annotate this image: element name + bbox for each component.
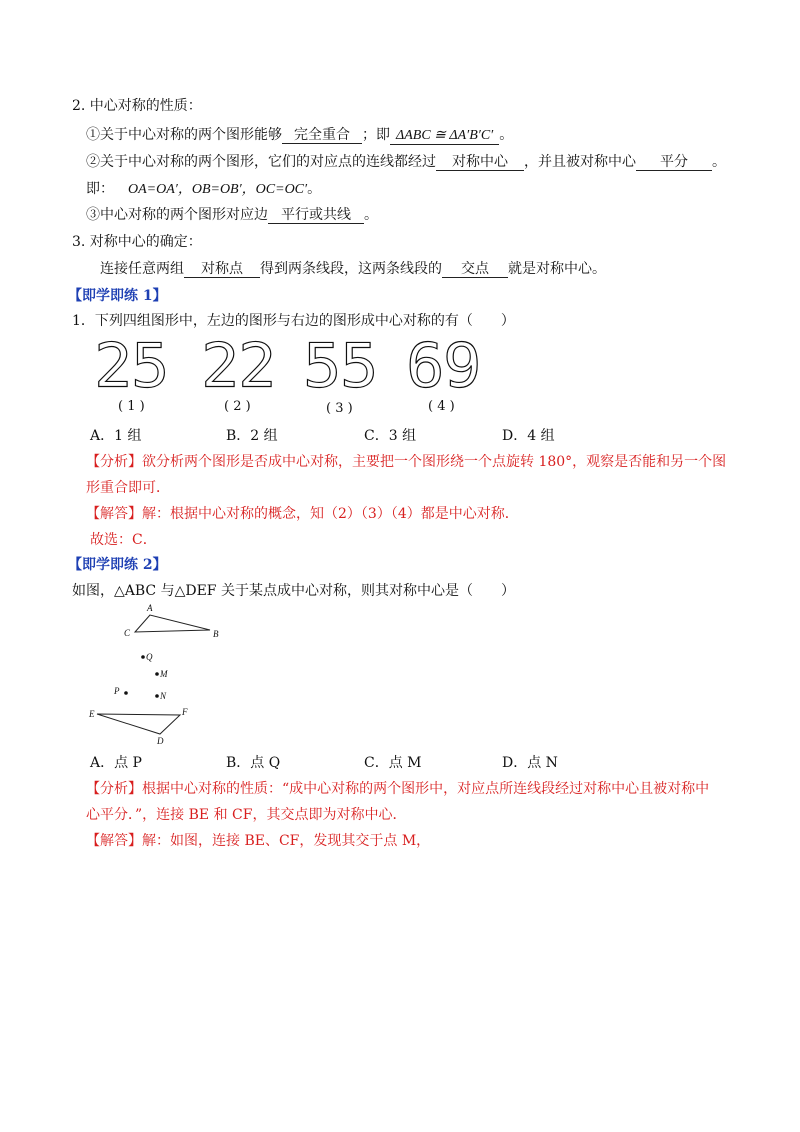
digit-glyph: 6	[406, 334, 445, 401]
exercise-1-question: 1．下列四组图形中，左边的图形与右边的图形成中心对称的有（ ）	[72, 313, 515, 329]
digit-glyph: 2	[201, 334, 240, 401]
property-1-mid: ；即	[362, 127, 390, 143]
label-d: D	[157, 736, 164, 746]
ex2-option-d-text: D．点 N	[502, 755, 558, 771]
ex2-option-b[interactable]	[226, 754, 280, 772]
label-a: A	[147, 603, 153, 613]
ex2-option-a[interactable]	[90, 754, 142, 772]
blank-intersection: 交点	[442, 261, 508, 278]
figure-label-3: ( 3 )	[326, 401, 353, 416]
ex1-option-c[interactable]: C．3 组	[364, 428, 417, 444]
point-n-dot	[155, 694, 159, 698]
ex2-option-a-text: A．点 P	[90, 755, 142, 771]
digit-glyph: 5	[340, 334, 379, 401]
ex2-analysis-line2: 心平分．”，连接 BE 和 CF，其交点即为对称中心．	[86, 807, 407, 823]
ex1-analysis-line2: 形重合即可．	[86, 480, 170, 496]
point-q-dot	[141, 655, 145, 659]
property-1-end: 。	[499, 127, 514, 143]
label-f: F	[182, 707, 188, 717]
point-m-dot	[155, 672, 159, 676]
section-2-heading: 2. 中心对称的性质：	[72, 98, 202, 114]
property-2-text: ②关于中心对称的两个图形，它们的对应点的连线都经过	[86, 154, 436, 170]
property-2-mid: ，并且被对称中心	[524, 154, 636, 170]
ex1-option-d[interactable]: D．4 组	[502, 428, 555, 444]
blank-parallel-collinear: 平行或共线	[268, 207, 364, 224]
property-2	[86, 153, 726, 171]
segment-equalities: OA=OA′，OB=OB′，OC=OC′	[128, 182, 308, 197]
ex1-option-a[interactable]: A．1 组	[90, 428, 142, 444]
ex2-option-c[interactable]	[364, 754, 422, 772]
property-2-formula	[86, 180, 321, 199]
digit-glyph: 9	[443, 334, 482, 401]
digit-glyph: 5	[303, 334, 342, 401]
property-3	[86, 206, 378, 224]
ex2-option-d[interactable]	[502, 754, 558, 772]
label-m: M	[160, 669, 168, 679]
ex1-analysis-line1: 【分析】欲分析两个图形是否成中心对称，主要把一个图形绕一个点旋转 180°，观察是否能和另一个图	[86, 454, 727, 470]
label-p: P	[114, 686, 120, 696]
congruence-formula	[390, 127, 499, 145]
ex2-option-b-text: B．点 Q	[226, 755, 281, 771]
triangles-figure	[80, 600, 240, 750]
property-1-text: ①关于中心对称的两个图形能够	[86, 127, 282, 143]
outlined-digit-glyphs	[94, 334, 482, 401]
section-3-heading: 3. 对称中心的确定：	[72, 234, 202, 250]
triangle-def	[97, 714, 180, 734]
ex1-answer: 【解答】解：根据中心对称的概念，知（2）（3）（4）都是中心对称．	[86, 506, 519, 522]
label-b: B	[213, 629, 219, 639]
property-2-end: 。	[712, 154, 726, 170]
center-determination	[100, 260, 606, 278]
blank-bisect: 平分	[636, 154, 712, 171]
triangle-abc	[135, 615, 210, 632]
ex2-analysis-line1: 【分析】根据中心对称的性质：“成中心对称的两个图形中，对应点所连线段经过对称中心且被对称中	[86, 781, 710, 797]
determination-text-a: 连接任意两组	[100, 261, 184, 277]
label-e: E	[89, 709, 95, 719]
point-p-dot	[124, 691, 128, 695]
determination-text-b: 得到两条线段，这两条线段的	[260, 261, 442, 277]
blank-complete-overlap: 完全重合	[282, 127, 362, 144]
figure-label-4: ( 4 )	[428, 399, 455, 414]
digit-glyph: 2	[94, 334, 133, 401]
digit-glyph: 2	[238, 334, 277, 401]
ex1-choice: 故选：C．	[90, 532, 157, 548]
blank-symmetry-center: 对称中心	[436, 154, 524, 171]
label-q: Q	[146, 652, 153, 662]
label-n: N	[160, 691, 167, 701]
property-1	[86, 126, 513, 145]
figure-label-1: ( 1 )	[118, 399, 145, 414]
ex1-option-b[interactable]: B．2 组	[226, 428, 278, 444]
blank-symmetric-points: 对称点	[184, 261, 260, 278]
ex2-option-c-text: C．点 M	[364, 755, 422, 771]
property-3-text: ③中心对称的两个图形对应边	[86, 207, 268, 223]
ex2-answer: 【解答】解：如图，连接 BE、CF，发现其交于点 M，	[86, 833, 431, 849]
exercise-2-question: 如图，△ABC 与△DEF 关于某点成中心对称，则其对称中心是（ ）	[72, 583, 515, 599]
digit-glyph: 5	[131, 334, 170, 401]
exercise-1-tag: 【即学即练 1】	[68, 288, 167, 304]
formula-prefix: 即：	[86, 181, 114, 197]
property-3-end: 。	[364, 207, 378, 223]
digit-pairs-figure	[86, 334, 486, 414]
label-c: C	[124, 628, 131, 638]
figure-label-2: ( 2 )	[224, 399, 251, 414]
congruence-math: ΔABC ≅ ΔA′B′C′	[396, 128, 494, 143]
determination-text-c: 就是对称中心。	[508, 261, 606, 277]
formula-end: 。	[307, 181, 322, 197]
exercise-2-tag: 【即学即练 2】	[68, 557, 167, 573]
